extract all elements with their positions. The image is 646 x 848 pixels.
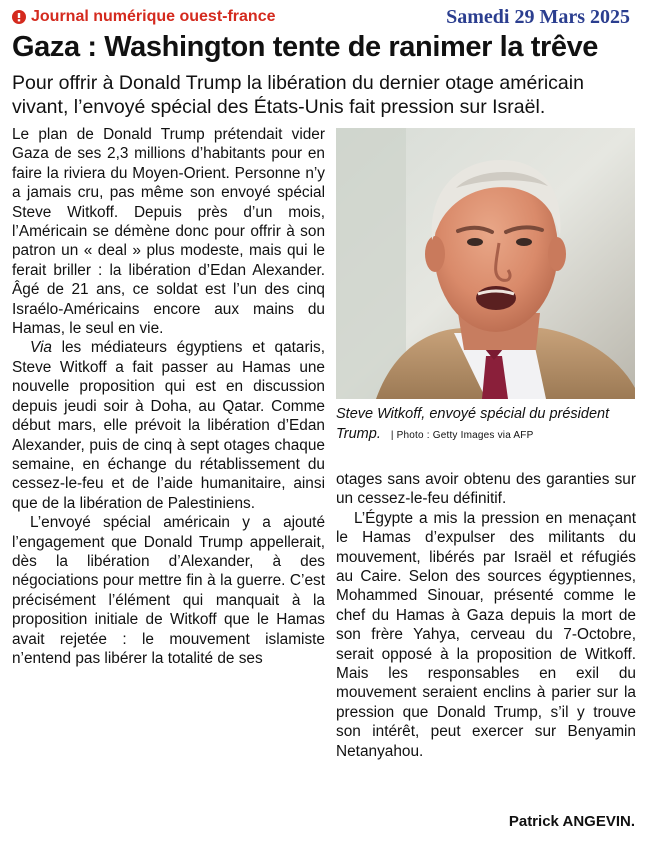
photo-caption-text: Steve Witkoff, envoyé spécial du président Trump. [336,406,610,442]
article-paragraph-1: Le plan de Donald Trump prétendait vider Gaza de ses 2,3 millions d’habitants pour en faire la riviera du Moyen-Orient. Personne n’y a jamais cru, pas même son envoyé spécial Steve Witkoff. Depuis près d’un mois, l’Américain se démène donc pour offrir à son patron un « deal » plus modeste, mais qui le ferait briller : la libération d’Edan Alexander. Âgé de 21 ans, ce soldat est l’un des cinq Israélo-Américains encore aux mains du Hamas, le seul en vie. [12,126,325,338]
byline: Patrick ANGEVIN. [508,813,635,830]
lead-photo[interactable] [336,128,635,399]
article-column-right [336,470,636,761]
via-word: Via [30,339,52,357]
masthead [12,6,636,32]
brand-name: Journal numérique ouest-france [31,8,276,25]
article-standfirst: Pour offrir à Donald Trump la libération du dernier otage américain vivant, l’envoyé spécial des États-Unis fait pression sur Israël. [12,72,584,118]
article-paragraph-4: L’Égypte a mis la pression en menaçant le Hamas d’expulser des militants du mouvement, libérés par Israël et réfugiés au Caire. Selon des sources égyptiennes, Mohammed Sinouar, présenté comme le chef du Hamas à Gaza depuis la mort de son frère Yahya, cerveau du 7-Octobre, serait opposé à la proposition de Witkoff. Mais les responsables en exil du mouvement seraient enclins à parier sur la pression que Donald Trump, s’il y trouve son intérêt, peut exercer sur Benyamin Netanyahou. [336,509,636,760]
issue-date: Samedi 29 Mars 2025 [446,6,630,28]
photo-credit: | Photo : Getty Images via AFP [390,430,534,441]
article-headline: Gaza : Washington tente de ranimer la trêve [12,31,599,63]
brand[interactable] [12,8,276,26]
portrait-image [336,128,635,399]
photo-caption [336,404,636,446]
article-paragraph-2 [12,338,325,513]
article-paragraph-2-text: les médiateurs égyptiens et qataris, Steve Witkoff a fait passer au Hamas une nouvelle proposition qui est en discussion depuis jeudi soir à Doha, au Qatar. Comme début mars, elle prévoit la libération d’Edan Alexander, puis de cinq à sept otages chaque semaine, en échange du rétablissement du cessez-le-feu et de l’aide humanitaire, ainsi que de la libération de Palestiniens. [12,339,325,512]
brand-logo-icon [12,10,26,24]
article-paragraph-3: L’envoyé spécial américain y a ajouté l’engagement que Donald Trump appellerait, dès la libération d’Alexander, à des négociations pour mettre fin à la guerre. C’est précisément l’élément qui manquait à la proposition initiale de Witkoff que le Hamas avait rejetée : le mouvement islamiste n’entend pas libérer la totalité de ses [12,514,325,667]
article-column-left [12,125,325,668]
article-paragraph-3-continued: otages sans avoir obtenu des garanties sur un cessez-le-feu définitif. [336,471,636,508]
